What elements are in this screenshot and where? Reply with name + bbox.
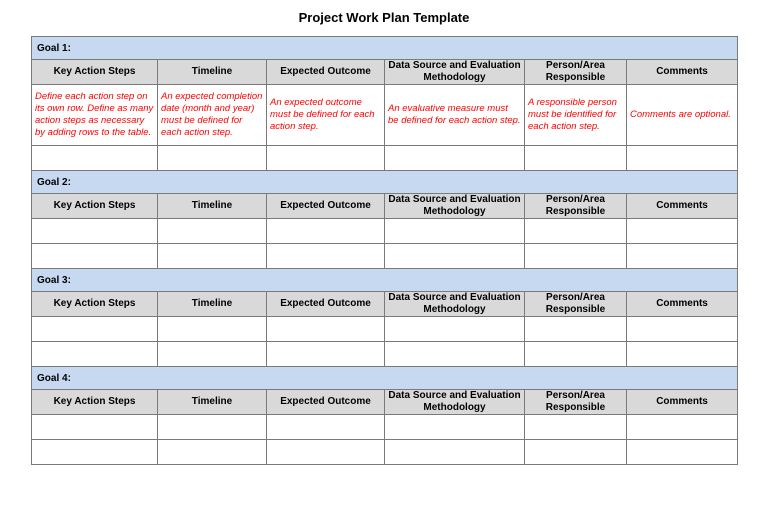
- header-key-action-steps: Key Action Steps: [32, 60, 158, 85]
- table-row: [32, 219, 738, 244]
- goal-row: [32, 171, 738, 194]
- goal-label: Goal 2:: [32, 171, 738, 194]
- table-cell[interactable]: [158, 440, 267, 465]
- page-title: Project Work Plan Template: [298, 10, 470, 25]
- table-cell[interactable]: [627, 440, 738, 465]
- instruction-comments[interactable]: Comments are optional.: [627, 85, 738, 146]
- table-cell[interactable]: [267, 146, 385, 171]
- goal-label: Goal 4:: [32, 367, 738, 390]
- table-cell[interactable]: [385, 317, 525, 342]
- work-plan-table: [31, 36, 738, 465]
- table-row: [32, 317, 738, 342]
- table-cell[interactable]: [385, 415, 525, 440]
- table-row: [32, 342, 738, 367]
- table-cell[interactable]: [525, 219, 627, 244]
- header-timeline: Timeline: [158, 194, 267, 219]
- header-comments: Comments: [627, 292, 738, 317]
- table-cell[interactable]: [627, 244, 738, 269]
- header-person-responsible: Person/Area Responsible: [525, 60, 627, 85]
- header-timeline: Timeline: [158, 390, 267, 415]
- header-data-source: Data Source and Evaluation Methodology: [385, 194, 525, 219]
- header-comments: Comments: [627, 60, 738, 85]
- goal-label: Goal 1:: [32, 37, 738, 60]
- header-key-action-steps: Key Action Steps: [32, 292, 158, 317]
- table-cell[interactable]: [627, 317, 738, 342]
- header-key-action-steps: Key Action Steps: [32, 194, 158, 219]
- table-cell[interactable]: [525, 415, 627, 440]
- header-data-source: Data Source and Evaluation Methodology: [385, 292, 525, 317]
- header-person-responsible: Person/Area Responsible: [525, 390, 627, 415]
- header-expected-outcome: Expected Outcome: [267, 194, 385, 219]
- instruction-person-responsible[interactable]: A responsible person must be identified for each action step.: [525, 85, 627, 146]
- table-cell[interactable]: [627, 342, 738, 367]
- goal-row: [32, 37, 738, 60]
- table-cell[interactable]: [32, 317, 158, 342]
- instruction-data-source[interactable]: An evaluative measure must be defined for each action step.: [385, 85, 525, 146]
- table-cell[interactable]: [32, 415, 158, 440]
- header-row: [32, 194, 738, 219]
- instruction-row: [32, 85, 738, 146]
- goal-row: [32, 367, 738, 390]
- header-expected-outcome: Expected Outcome: [267, 292, 385, 317]
- header-timeline: Timeline: [158, 292, 267, 317]
- table-cell[interactable]: [32, 342, 158, 367]
- table-cell[interactable]: [32, 146, 158, 171]
- header-row: [32, 390, 738, 415]
- header-data-source: Data Source and Evaluation Methodology: [385, 60, 525, 85]
- table-cell[interactable]: [385, 146, 525, 171]
- table-cell[interactable]: [267, 219, 385, 244]
- table-cell[interactable]: [158, 415, 267, 440]
- header-row: [32, 292, 738, 317]
- table-cell[interactable]: [158, 219, 267, 244]
- table-cell[interactable]: [32, 219, 158, 244]
- table-row: [32, 244, 738, 269]
- table-cell[interactable]: [385, 342, 525, 367]
- header-key-action-steps: Key Action Steps: [32, 390, 158, 415]
- table-cell[interactable]: [158, 244, 267, 269]
- table-cell[interactable]: [627, 219, 738, 244]
- goal-label: Goal 3:: [32, 269, 738, 292]
- table-cell[interactable]: [525, 317, 627, 342]
- instruction-expected-outcome[interactable]: An expected outcome must be defined for each action step.: [267, 85, 385, 146]
- table-cell[interactable]: [525, 440, 627, 465]
- header-person-responsible: Person/Area Responsible: [525, 194, 627, 219]
- table-cell[interactable]: [267, 342, 385, 367]
- table-cell[interactable]: [267, 244, 385, 269]
- table-cell[interactable]: [158, 342, 267, 367]
- table-cell[interactable]: [385, 219, 525, 244]
- table-row: [32, 146, 738, 171]
- table-cell[interactable]: [267, 415, 385, 440]
- table-cell[interactable]: [385, 244, 525, 269]
- table-cell[interactable]: [267, 317, 385, 342]
- table-row: [32, 415, 738, 440]
- header-data-source: Data Source and Evaluation Methodology: [385, 390, 525, 415]
- header-comments: Comments: [627, 194, 738, 219]
- table-cell[interactable]: [32, 244, 158, 269]
- table-cell[interactable]: [385, 440, 525, 465]
- table-cell[interactable]: [627, 415, 738, 440]
- table-cell[interactable]: [525, 146, 627, 171]
- header-expected-outcome: Expected Outcome: [267, 60, 385, 85]
- table-cell[interactable]: [525, 244, 627, 269]
- header-comments: Comments: [627, 390, 738, 415]
- header-row: [32, 60, 738, 85]
- instruction-key-action-steps[interactable]: Define each action step on its own row. Define as many action steps as necessary by adding rows to the table.: [32, 85, 158, 146]
- table-cell[interactable]: [158, 317, 267, 342]
- table-cell[interactable]: [627, 146, 738, 171]
- table-cell[interactable]: [32, 440, 158, 465]
- goal-row: [32, 269, 738, 292]
- header-timeline: Timeline: [158, 60, 267, 85]
- table-cell[interactable]: [525, 342, 627, 367]
- table-cell[interactable]: [267, 440, 385, 465]
- table-row: [32, 440, 738, 465]
- header-expected-outcome: Expected Outcome: [267, 390, 385, 415]
- instruction-timeline[interactable]: An expected completion date (month and year) must be defined for each action step.: [158, 85, 267, 146]
- table-cell[interactable]: [158, 146, 267, 171]
- header-person-responsible: Person/Area Responsible: [525, 292, 627, 317]
